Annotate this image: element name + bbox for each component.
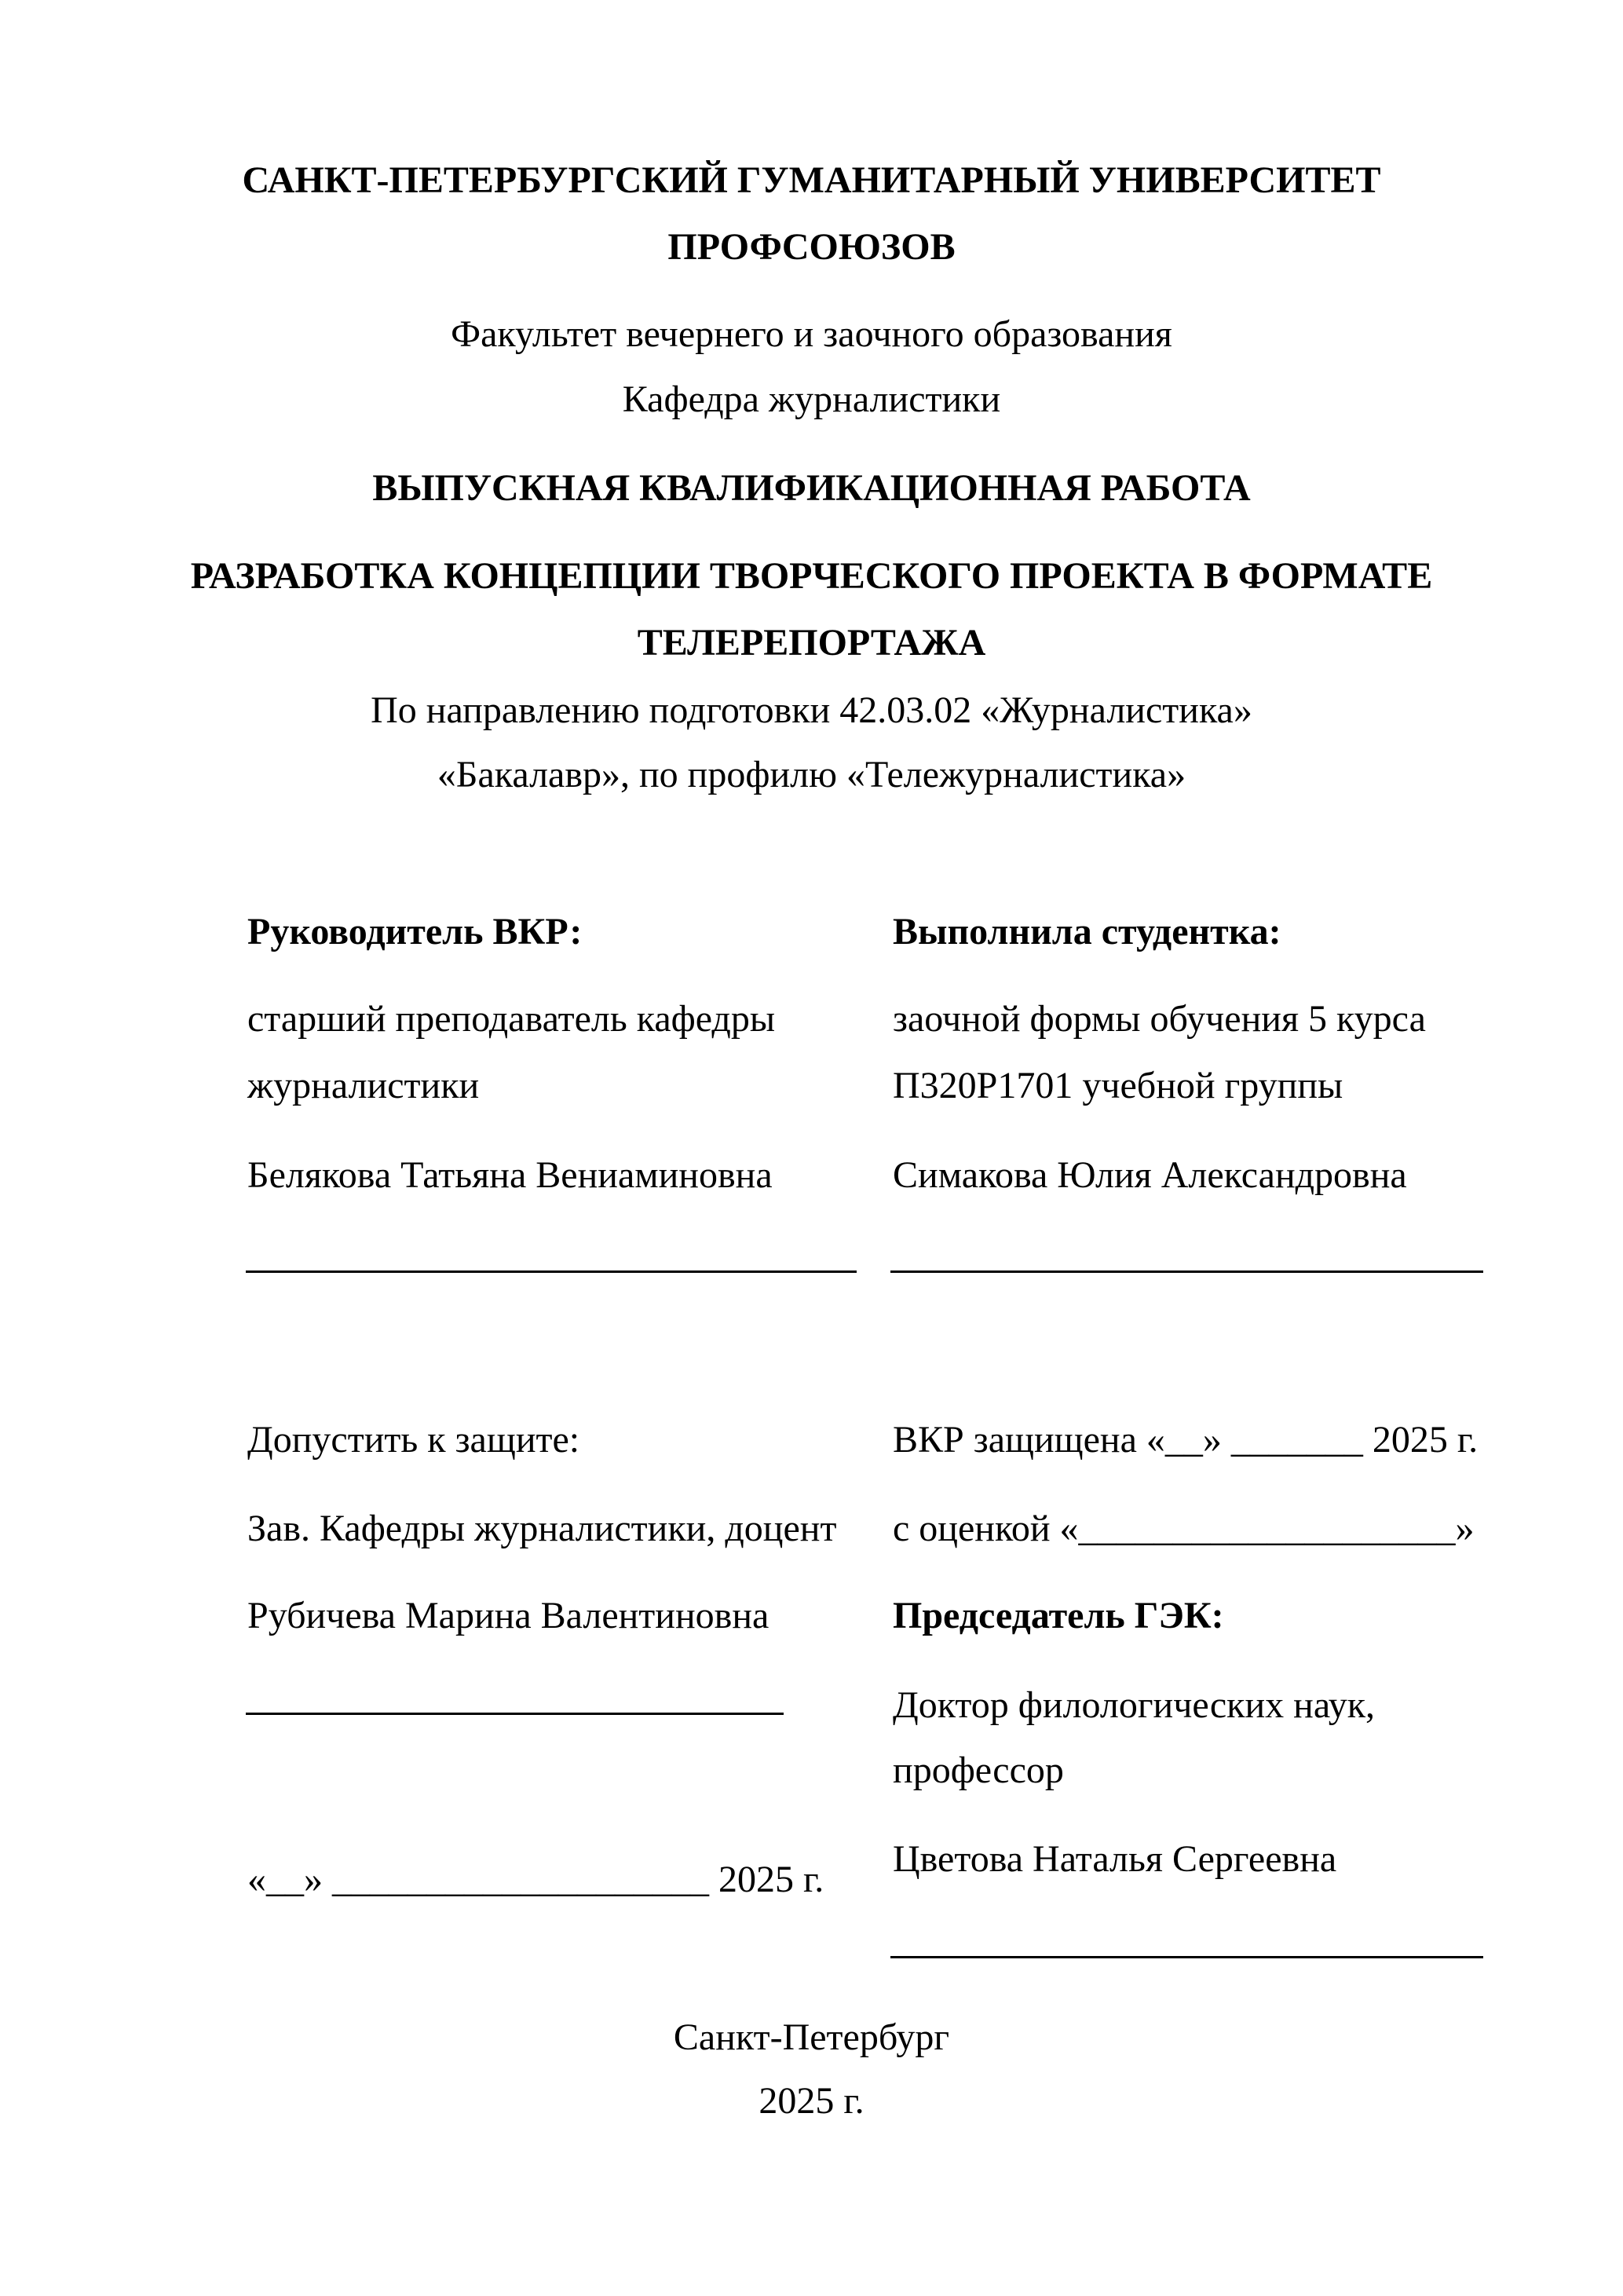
admission-date: «__» ____________________ 2025 г. bbox=[247, 1859, 824, 1900]
university-name-line1: САНКТ-ПЕТЕРБУРГСКИЙ ГУМАНИТАРНЫЙ УНИВЕРСИТЕТ bbox=[242, 159, 1381, 201]
commission-chair-heading: Председатель ГЭК: bbox=[893, 1595, 1224, 1636]
university-name-line2: ПРОФСОЮЗОВ bbox=[667, 226, 956, 268]
supervisor-signature-line bbox=[246, 1270, 857, 1273]
commission-chair-position-line2: профессор bbox=[893, 1749, 1064, 1791]
supervisor-name: Белякова Татьяна Вениаминовна bbox=[247, 1154, 773, 1196]
work-title-line1: РАЗРАБОТКА КОНЦЕПЦИИ ТВОРЧЕСКОГО ПРОЕКТА В ФОРМАТЕ bbox=[190, 555, 1433, 597]
department-name: Кафедра журналистики bbox=[622, 378, 1001, 420]
student-signature-line bbox=[890, 1270, 1483, 1273]
study-profile: «Бакалавр», по профилю «Тележурналистика» bbox=[437, 754, 1186, 795]
commission-chair-position-line1: Доктор филологических наук, bbox=[893, 1684, 1376, 1726]
department-head-position: Зав. Кафедры журналистики, доцент bbox=[247, 1508, 837, 1549]
commission-chair-name: Цветова Наталья Сергеевна bbox=[893, 1838, 1337, 1880]
student-name: Симакова Юлия Александровна bbox=[893, 1154, 1407, 1196]
supervisor-heading: Руководитель ВКР: bbox=[247, 911, 583, 952]
supervisor-position-line1: старший преподаватель кафедры bbox=[247, 998, 776, 1040]
work-title-line2: ТЕЛЕРЕПОРТАЖА bbox=[637, 622, 986, 664]
city: Санкт-Петербург bbox=[673, 2016, 950, 2058]
faculty-name: Факультет вечернего и заочного образования bbox=[451, 313, 1172, 355]
admission-heading: Допустить к защите: bbox=[247, 1419, 580, 1461]
department-head-name: Рубичева Марина Валентиновна bbox=[247, 1595, 769, 1636]
direction-of-study: По направлению подготовки 42.03.02 «Журналистика» bbox=[371, 689, 1252, 731]
student-info-line1: заочной формы обучения 5 курса bbox=[893, 998, 1426, 1040]
defense-date: ВКР защищена «__» _______ 2025 г. bbox=[893, 1419, 1479, 1461]
supervisor-position-line2: журналистики bbox=[247, 1065, 480, 1106]
department-head-signature-line bbox=[246, 1713, 784, 1715]
year: 2025 г. bbox=[758, 2080, 865, 2122]
commission-chair-signature-line bbox=[890, 1956, 1483, 1958]
student-heading: Выполнила студентка: bbox=[893, 911, 1281, 952]
defense-grade: с оценкой «____________________» bbox=[893, 1508, 1475, 1549]
student-info-line2: П320Р1701 учебной группы bbox=[893, 1065, 1343, 1106]
work-type: ВЫПУСКНАЯ КВАЛИФИКАЦИОННАЯ РАБОТА bbox=[372, 467, 1251, 509]
